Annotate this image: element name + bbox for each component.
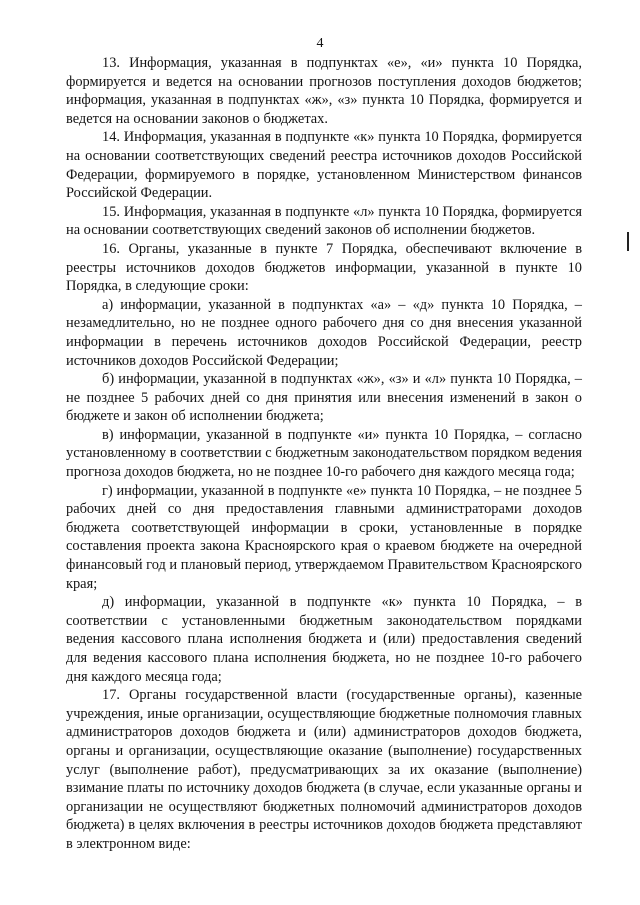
document-body xyxy=(66,54,582,854)
paragraph-16-a: а) информации, указанной в подпунктах «а» – «д» пункта 10 Порядка, – незамедлительно, но не позднее одного рабочего дня со дня внесения указанной информации в перечень источников доходов Российской Федерации, реестр источников доходов Российской Федерации; xyxy=(66,296,582,369)
paragraph-13: 13. Информация, указанная в подпунктах «е», «и» пункта 10 Порядка, формируется и ведется на основании прогнозов поступления доходов бюджетов; информация, указанная в подпунктах «ж», «з» пункта 10 Порядка, формируется и ведется на основании законов о бюджетах. xyxy=(66,55,582,127)
paragraph-14: 14. Информация, указанная в подпункте «к» пункта 10 Порядка, формируется на основании соответствующих сведений реестра источников доходов Российской Федерации, формируемого в порядке, установленном Министерством финансов Российской Федерации. xyxy=(66,129,582,202)
paragraph-16-d: д) информации, указанной в подпункте «к» пункта 10 Порядка, – в соответствии с установленными бюджетным законодательством порядками ведения кассового плана исполнения бюджета и (или) предоставления сведений для ведения кассового плана исполнения бюджета, но не позднее 10-го рабочего дня каждого месяца года; xyxy=(66,594,582,685)
paragraph-16-b: б) информации, указанной в подпунктах «ж», «з» и «л» пункта 10 Порядка, – не позднее 5 рабочих дней со дня принятия или внесения изменений в закон о бюджете и закон об исполнении бюджета; xyxy=(66,371,582,425)
paragraph-16-g: г) информации, указанной в подпункте «е» пункта 10 Порядка, – не позднее 5 рабочих дней со дня предоставления главными администраторами доходов бюджета соответствующей информации в сроки, установленные в порядке составления проекта закона Красноярского края о краевом бюджете на очередной финансовый год и плановый период, утверждаемом Правительством Красноярского края; xyxy=(66,482,582,592)
paragraph-15: 15. Информация, указанная в подпункте «л» пункта 10 Порядка, формируется на основании соответствующих сведений законов об исполнении бюджетов. xyxy=(66,203,582,239)
paragraph-16-v: в) информации, указанной в подпункте «и» пункта 10 Порядка, – согласно установленному в соответствии с бюджетным законодательством порядком ведения прогноза доходов бюджета, но не позднее 10-го рабочего дня каждого месяца года; xyxy=(66,426,582,481)
paragraph-16: 16. Органы, указанные в пункте 7 Порядка, обеспечивают включение в реестры источников доходов бюджетов информации, указанной в пункте 10 Порядка, в следующие сроки: xyxy=(66,240,582,295)
page-number: 4 xyxy=(316,36,324,51)
paragraph-17: 17. Органы государственной власти (государственные органы), казенные учреждения, иные организации, осуществляющие бюджетные полномочия главных администраторов доходов бюджета и (или) администраторов доходов бюджета, органы и организации, осуществляющие оказание (выполнение) государственных услуг (выполнение работ), предусматривающих за их оказание (выполнение) взимание платы по источнику доходов бюджета (в случае, если указанные органы и организации не осуществляют бюджетных полномочий администраторов доходов бюджета) в целях включения в реестры источников доходов бюджета представляют в электронном виде: xyxy=(66,687,582,852)
margin-mark xyxy=(627,232,629,251)
